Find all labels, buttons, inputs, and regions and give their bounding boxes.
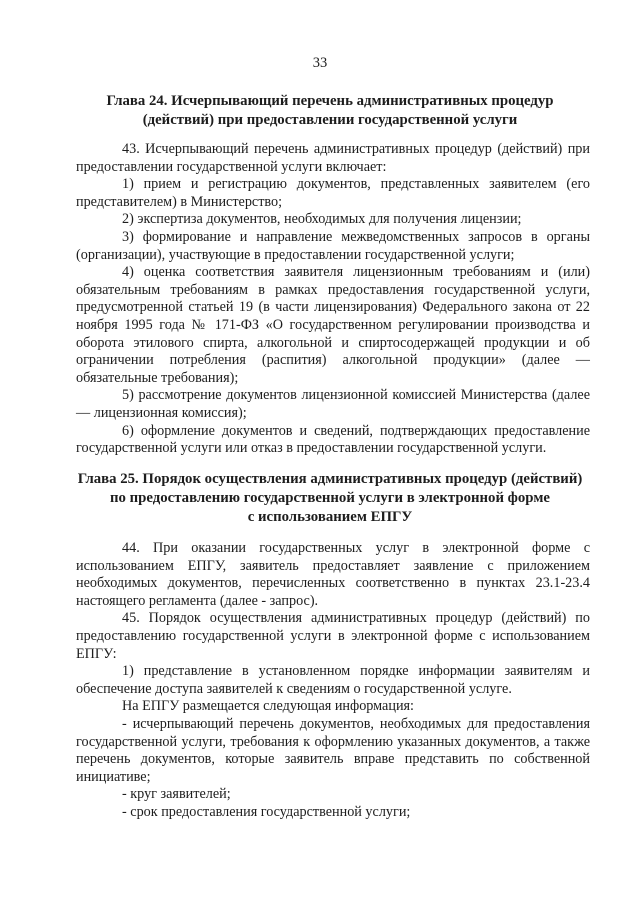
paragraph-45: 45. Порядок осуществления административных процедур (действий) по предоставлению государственной услуги в электронной форме с использованием ЕПГУ: xyxy=(76,610,590,662)
info-list-item: - круг заявителей; xyxy=(122,786,231,803)
chapter-25-title-line-1: Глава 25. Порядок осуществления административных процедур (действий) xyxy=(77,471,583,487)
chapter-25-body xyxy=(76,540,590,822)
chapter-24-title-line-2: (действий) при предоставлении государственной услуги xyxy=(142,112,518,128)
paragraph-44: 44. При оказании государственных услуг в электронной форме с использованием ЕПГУ, заявитель предоставляет заявление с приложением необходимых документов, перечисленных соответственно в пунктах 23.1-23.4 настоящего регламента (далее - запрос). xyxy=(76,540,590,609)
list-item: 1) представление в установленном порядке информации заявителям и обеспечение доступа заявителей к сведениям о государственной услуге. xyxy=(76,663,590,697)
list-item: 5) рассмотрение документов лицензионной комиссией Министерства (далее — лицензионная комиссия); xyxy=(76,387,590,421)
list-item: 2) экспертиза документов, необходимых для получения лицензии; xyxy=(122,211,522,228)
list-item: 6) оформление документов и сведений, подтверждающих предоставление государственной услуги или отказ в предоставлении государственной услуги. xyxy=(76,422,590,457)
chapter-24-body xyxy=(76,141,590,458)
chapter-25-title-line-3: с использованием ЕПГУ xyxy=(247,509,413,525)
chapter-25-title-line-2: по предоставлению государственной услуги в электронной форме xyxy=(110,490,550,506)
list-item: 3) формирование и направление межведомственных запросов в органы (организации), участвующие в предоставлении государственной услуги; xyxy=(76,228,590,263)
chapter-24-title-line-1: Глава 24. Исчерпывающий перечень административных процедур xyxy=(106,93,554,109)
chapter-24-heading xyxy=(70,92,590,130)
info-list-item: - срок предоставления государственной услуги; xyxy=(122,803,411,820)
chapter-25-heading xyxy=(70,470,590,527)
paragraph-43: 43. Исчерпывающий перечень административных процедур (действий) при предоставлении государственной услуги включает: xyxy=(76,141,590,175)
list-item: 1) прием и регистрацию документов, представленных заявителем (его представителем) в Министерство; xyxy=(76,176,590,210)
info-intro: На ЕПГУ размещается следующая информация: xyxy=(122,698,415,715)
info-list-item: - исчерпывающий перечень документов, необходимых для предоставления государственной услуги, требования к оформлению указанных документов, а также перечень документов, которые заявитель вправе представить по собственной инициативе; xyxy=(76,715,590,785)
list-item: 4) оценка соответствия заявителя лицензионным требованиям и (или) обязательным требованиям в рамках предоставления государственной услуги, предусмотренной статьей 19 (в части лицензирования) Федерального закона от 22 ноября 1995 года № 171-ФЗ «О государственном регулировании производства и оборота этилового спирта, алкогольной и спиртосодержащей продукции и об ограничении потребления (распития) алкогольной продукции» (далее — обязательные требования); xyxy=(76,264,590,386)
page-number: 33 xyxy=(312,55,328,71)
